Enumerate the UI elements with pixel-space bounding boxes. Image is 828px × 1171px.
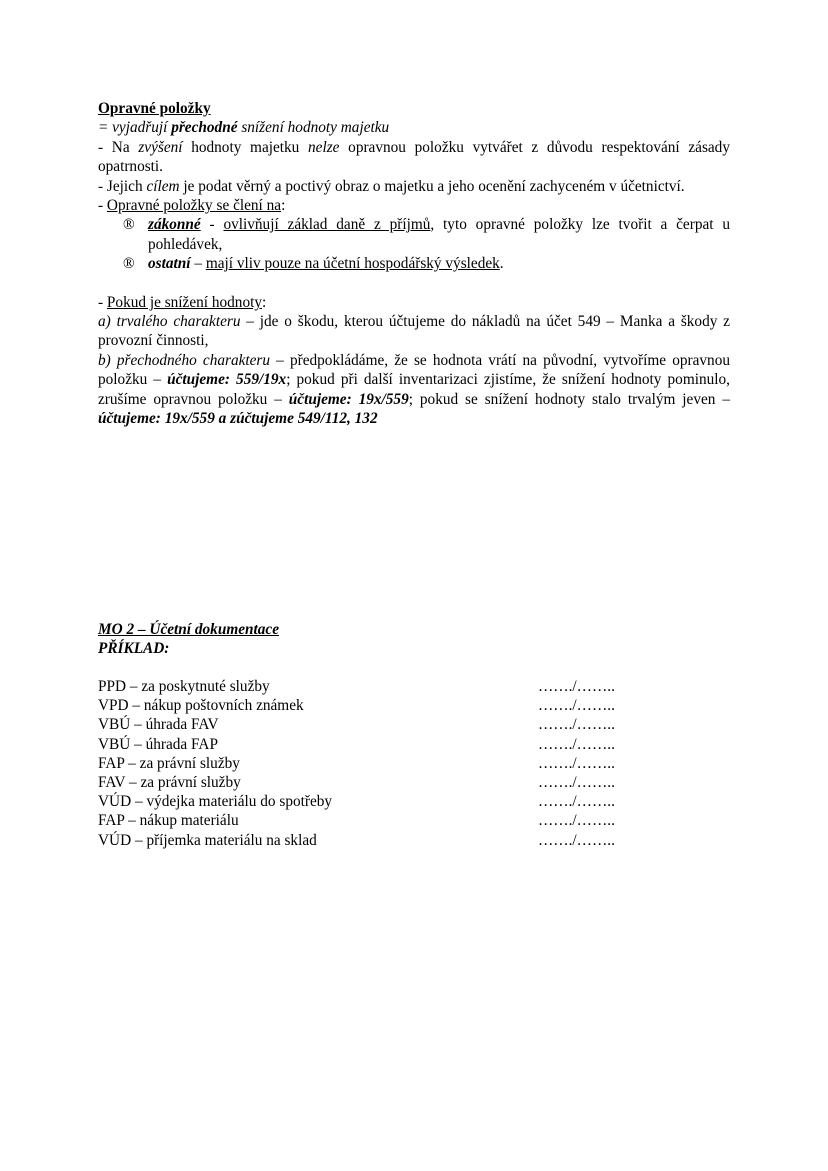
answer-blank[interactable]: ……./…….. [538, 793, 615, 811]
paragraph-cilem: - Jejich cílem je podat věrný a poctivý obraz o majetku a jeho ocenění zachyceném v účetnictví. [98, 177, 685, 195]
bullet-zakonne: ® zákonné - ovlivňují základ daně z příjmů, tyto opravné položky lze tvořit a čerpat u pohledávek, [123, 216, 730, 253]
example-list [98, 677, 730, 850]
paragraph-pokud: - Pokud je snížení hodnoty: [98, 293, 267, 311]
definition-line: = vyjadřují přechodné snížení hodnoty majetku [98, 119, 390, 137]
answer-blank[interactable]: ……./…….. [538, 678, 615, 695]
spacer [98, 274, 730, 293]
answer-blank[interactable]: ……./…….. [538, 773, 615, 791]
answer-blank[interactable]: ……./…….. [538, 735, 615, 753]
list-item [98, 831, 730, 850]
section-opravne-polozky [98, 99, 730, 429]
bullet-ostatni: ® ostatní – mají vliv pouze na účetní hospodářský výsledek. [123, 255, 504, 273]
section-heading-mo2: MO 2 – Účetní dokumentace [98, 621, 280, 638]
paragraph-cleni: - Opravné položky se člení na: [98, 197, 286, 215]
paragraph-zvyseni: - Na zvýšení hodnoty majetku nelze opravnou položku vytvářet z důvodu respektování zásady opatrnosti. [98, 138, 730, 176]
registered-bullet-icon: ® [123, 255, 135, 273]
document-type-label: VPD – nákup poštovních známek [98, 697, 304, 715]
list-item [98, 735, 730, 754]
list-item [98, 677, 730, 696]
document-type-label: PPD – za poskytnuté služby [98, 678, 270, 695]
answer-blank[interactable]: ……./…….. [538, 812, 615, 830]
answer-blank[interactable]: ……./…….. [538, 697, 615, 715]
document-type-label: VÚD – výdejka materiálu do spotřeby [98, 793, 333, 811]
list-item [98, 792, 730, 811]
document-type-label: FAV – za právní služby [98, 773, 241, 791]
list-item [98, 811, 730, 830]
answer-blank[interactable]: ……./…….. [538, 716, 615, 734]
document-type-label: VÚD – příjemka materiálu na sklad [98, 831, 317, 849]
list-item [98, 773, 730, 792]
list-item [98, 696, 730, 715]
spacer [98, 658, 730, 677]
answer-blank[interactable]: ……./…….. [538, 754, 615, 772]
answer-blank[interactable]: ……./…….. [538, 831, 615, 849]
section-heading: Opravné položky [98, 100, 211, 117]
document-type-label: FAP – nákup materiálu [98, 812, 239, 830]
example-heading: PŘÍKLAD: [98, 640, 170, 657]
document-type-label: VBÚ – úhrada FAV [98, 716, 219, 734]
list-item [98, 754, 730, 773]
section-mo2 [98, 620, 730, 850]
paragraph-prechodneho: b) přechodného charakteru – předpokládáme, že se hodnota vrátí na původní, vytvoříme opravnou položku – účtujeme: 559/19x; pokud při další inventarizaci zjistíme, že snížení hodnoty pominulo, zrušíme opravnou položku – účtujeme: 19x/559; pokud se snížení hodnoty stalo trvalým jeven – účtujeme: 19x/559 a zúčtujeme 549/112, 132 [98, 351, 730, 428]
document-type-label: VBÚ – úhrada FAP [98, 735, 218, 753]
paragraph-trvaleho: a) trvalého charakteru – jde o škodu, kterou účtujeme do nákladů na účet 549 – Manka a škody z provozní činnosti, [98, 313, 730, 350]
registered-bullet-icon: ® [123, 216, 135, 234]
list-item [98, 715, 730, 734]
document-type-label: FAP – za právní služby [98, 754, 240, 772]
